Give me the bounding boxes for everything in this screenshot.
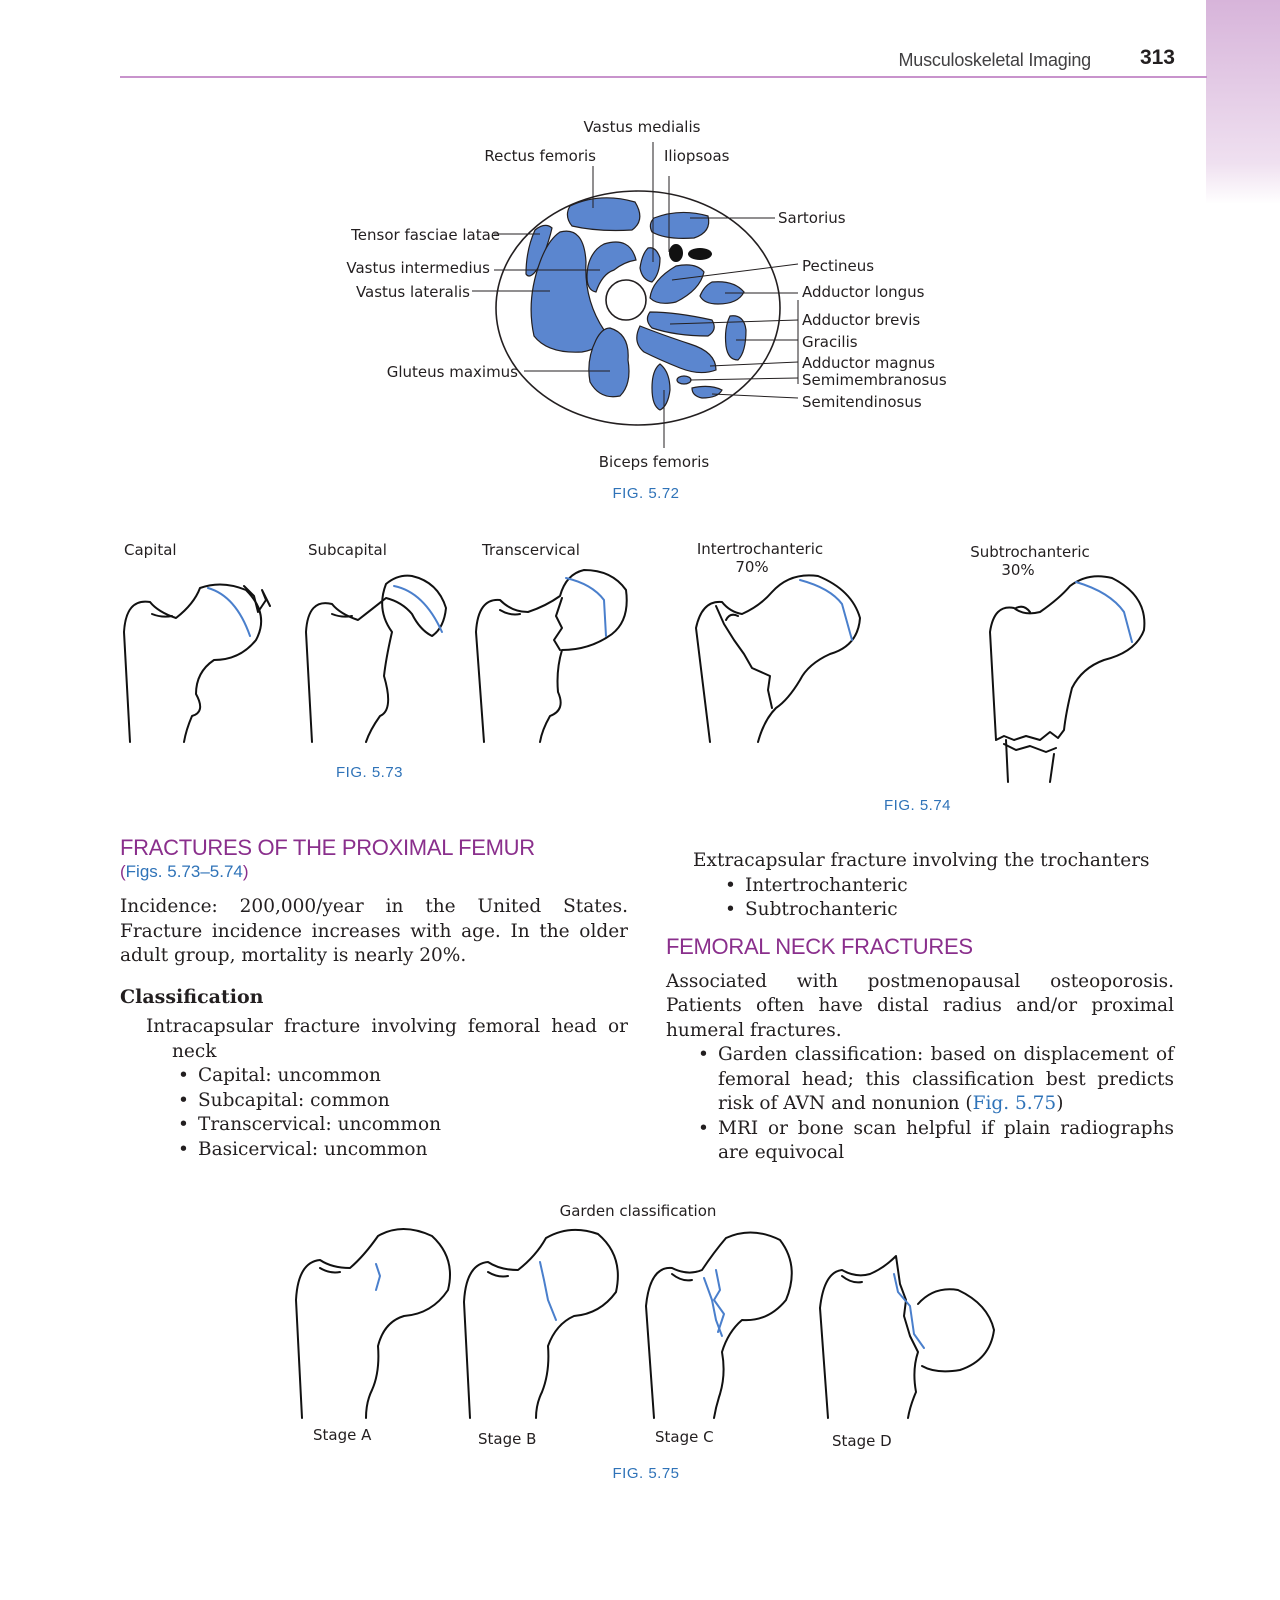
muscle-sartorius bbox=[650, 212, 708, 238]
fig-5-75-garden bbox=[296, 1202, 994, 1482]
femur-stage-a bbox=[296, 1229, 450, 1418]
label-sartorius: Sartorius bbox=[778, 209, 846, 227]
section-title: Musculoskeletal Imaging bbox=[898, 50, 1091, 70]
femoral-vein bbox=[688, 248, 712, 260]
muscle-vastus-medialis bbox=[640, 248, 660, 282]
incidence-paragraph: Incidence: 200,000/year in the United States. Fracture incidence increases with age. In the older adult group, mortality is nearly 20%. bbox=[120, 896, 628, 966]
muscle-semitendinosus bbox=[692, 386, 722, 398]
muscle-biceps-femoris bbox=[652, 364, 670, 410]
label-semimembranosus: Semimembranosus bbox=[802, 371, 947, 389]
extracapsular-text: Extracapsular fracture involving the trochanters bbox=[693, 850, 1150, 871]
femur-subcapital bbox=[306, 576, 446, 742]
label-tensor-fasciae-latae: Tensor fasciae latae bbox=[351, 226, 500, 244]
femoral-artery bbox=[669, 244, 683, 262]
label-intertrochanteric: Intertrochanteric bbox=[696, 540, 824, 558]
femur-stage-d bbox=[820, 1256, 994, 1418]
label-rectus-femoris: Rectus femoris bbox=[484, 147, 596, 165]
fig-5-72-caption: FIG. 5.72 bbox=[612, 485, 680, 502]
list-item: • Subtrochanteric bbox=[719, 898, 1174, 923]
label-pectineus: Pectineus bbox=[802, 257, 875, 275]
femur-subtrochanteric bbox=[990, 576, 1144, 782]
intracapsular-list bbox=[172, 1064, 628, 1162]
femur-intertrochanteric bbox=[696, 575, 860, 742]
muscle-rectus-femoris bbox=[567, 198, 639, 231]
femoral-neck-list bbox=[692, 1043, 1174, 1166]
label-semitendinosus: Semitendinosus bbox=[802, 393, 922, 411]
list-item: • MRI or bone scan helpful if plain radiographs are equivocal bbox=[692, 1117, 1174, 1166]
label-stage-d: Stage D bbox=[832, 1432, 892, 1450]
association-paragraph: Associated with postmenopausal osteoporosis. Patients often have distal radius and/or proximal humeral fractures. bbox=[666, 970, 1174, 1041]
muscle-semimembranosus bbox=[677, 376, 691, 384]
fig-5-75-link[interactable]: Fig. 5.75 bbox=[972, 1093, 1057, 1114]
label-stage-c: Stage C bbox=[655, 1428, 714, 1446]
femur-transcervical bbox=[476, 570, 627, 742]
list-item: • Transcervical: uncommon bbox=[172, 1113, 628, 1138]
label-stage-b: Stage B bbox=[478, 1430, 537, 1448]
left-column bbox=[120, 834, 628, 1162]
heading-figure-ref: (Figs. 5.73–5.74) bbox=[120, 862, 249, 881]
label-gracilis: Gracilis bbox=[802, 333, 858, 351]
femur-stage-b bbox=[464, 1230, 618, 1418]
label-iliopsoas: Iliopsoas bbox=[664, 147, 730, 165]
label-gluteus-maximus: Gluteus maximus bbox=[386, 363, 518, 381]
fig-5-74-caption: FIG. 5.74 bbox=[884, 797, 952, 814]
fig-5-75-caption: FIG. 5.75 bbox=[612, 1465, 680, 1482]
list-item: • Garden classification: based on displacement of femoral head; this classification best predicts risk of AVN and nonunion (Fig. 5.75) bbox=[692, 1043, 1174, 1117]
label-vastus-lateralis: Vastus lateralis bbox=[355, 283, 470, 301]
list-item: • Subcapital: common bbox=[172, 1089, 628, 1114]
figs-link[interactable]: Figs. 5.73–5.74 bbox=[125, 862, 243, 881]
label-stage-a: Stage A bbox=[313, 1426, 372, 1444]
right-column bbox=[666, 849, 1174, 1166]
classification-heading: Classification bbox=[120, 985, 264, 1008]
fig-5-72-cross-section bbox=[346, 118, 946, 502]
label-adductor-magnus: Adductor magnus bbox=[802, 354, 935, 372]
fig-5-73-intracapsular bbox=[124, 541, 627, 781]
label-inter-pct: 70% bbox=[735, 558, 769, 576]
heading-proximal-femur: FRACTURES OF THE PROXIMAL FEMUR bbox=[120, 835, 535, 860]
garden-title: Garden classification bbox=[559, 1202, 717, 1220]
extracapsular-list bbox=[719, 874, 1174, 923]
label-sub-pct: 30% bbox=[1001, 561, 1035, 579]
label-adductor-longus: Adductor longus bbox=[802, 283, 925, 301]
heading-femoral-neck: FEMORAL NECK FRACTURES bbox=[666, 933, 973, 959]
label-adductor-brevis: Adductor brevis bbox=[802, 311, 921, 329]
label-capital: Capital bbox=[124, 541, 177, 559]
fig-5-73-caption: FIG. 5.73 bbox=[336, 764, 404, 781]
label-biceps-femoris: Biceps femoris bbox=[598, 453, 710, 471]
list-item: • Basicervical: uncommon bbox=[172, 1138, 628, 1163]
femur-stage-c bbox=[646, 1232, 792, 1418]
list-item: • Capital: uncommon bbox=[172, 1064, 628, 1089]
label-vastus-intermedius: Vastus intermedius bbox=[346, 259, 490, 277]
femur-bone bbox=[606, 280, 646, 320]
label-subcapital: Subcapital bbox=[308, 541, 387, 559]
intracapsular-text: Intracapsular fracture involving femoral head or neck bbox=[146, 1016, 628, 1062]
label-subtrochanteric: Subtrochanteric bbox=[970, 543, 1090, 561]
femur-capital bbox=[124, 584, 270, 742]
label-vastus-medialis: Vastus medialis bbox=[583, 118, 701, 136]
label-transcervical: Transcervical bbox=[482, 541, 580, 559]
page-number: 313 bbox=[1139, 46, 1175, 69]
fig-5-74-extracapsular bbox=[696, 540, 1144, 814]
list-item: • Intertrochanteric bbox=[719, 874, 1174, 899]
